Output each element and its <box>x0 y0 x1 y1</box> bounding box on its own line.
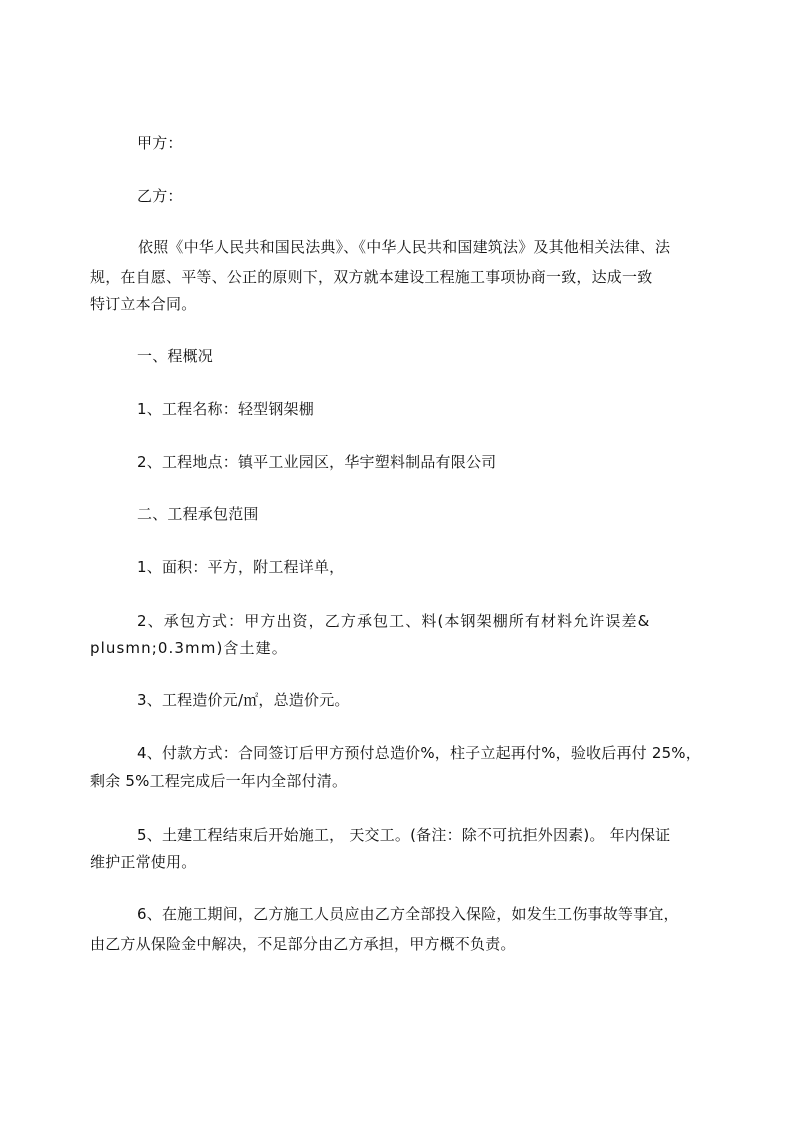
section-2-item-3: 3、工程造价元/㎡，总造价元。 <box>137 691 350 709</box>
section-1-title: 一、程概况 <box>137 347 214 365</box>
section-1-item-2: 2、工程地点：镇平工业园区，华宇塑料制品有限公司 <box>137 453 497 471</box>
preamble-line-2: 规，在自愿、平等、公正的原则下，双方就本建设工程施工事项协商一致，达成一致 <box>90 268 653 286</box>
section-2-item-4-line-1: 4、付款方式：合同签订后甲方预付总造价%，柱子立起再付%，验收后再付 25%， <box>137 744 701 762</box>
section-2-item-5-line-1: 5、土建工程结束后开始施工， 天交工。(备注：除不可抗拒外因素)。 年内保证 <box>137 826 671 844</box>
party-b-label: 乙方： <box>137 187 183 205</box>
section-2-item-5-line-2: 维护正常使用。 <box>90 853 197 871</box>
section-2-item-1: 1、面积：平方，附工程详单， <box>137 558 345 576</box>
section-2-item-2-line-2: plusmn;0.3mm)含土建。 <box>90 639 288 657</box>
section-2-title: 二、工程承包范围 <box>137 505 259 523</box>
section-2-item-6-line-2: 由乙方从保险金中解决，不足部分由乙方承担，甲方概不负责。 <box>90 935 516 953</box>
section-1-item-1: 1、工程名称：轻型钢架棚 <box>137 400 314 418</box>
section-2-item-2-line-1: 2、承包方式：甲方出资，乙方承包工、料(本钢架棚所有材料允许误差& <box>137 612 651 630</box>
section-2-item-4-line-2: 剩余 5%工程完成后一年内全部付清。 <box>90 772 348 790</box>
preamble-line-3: 特订立本合同。 <box>90 295 197 313</box>
section-2-item-6-line-1: 6、在施工期间，乙方施工人员应由乙方全部投入保险，如发生工伤事故等事宜， <box>137 905 679 923</box>
party-a-label: 甲方： <box>137 134 183 152</box>
preamble-line-1: 依照《中华人民共和国民法典》、《中华人民共和国建筑法》及其他相关法律、法 <box>138 238 671 256</box>
